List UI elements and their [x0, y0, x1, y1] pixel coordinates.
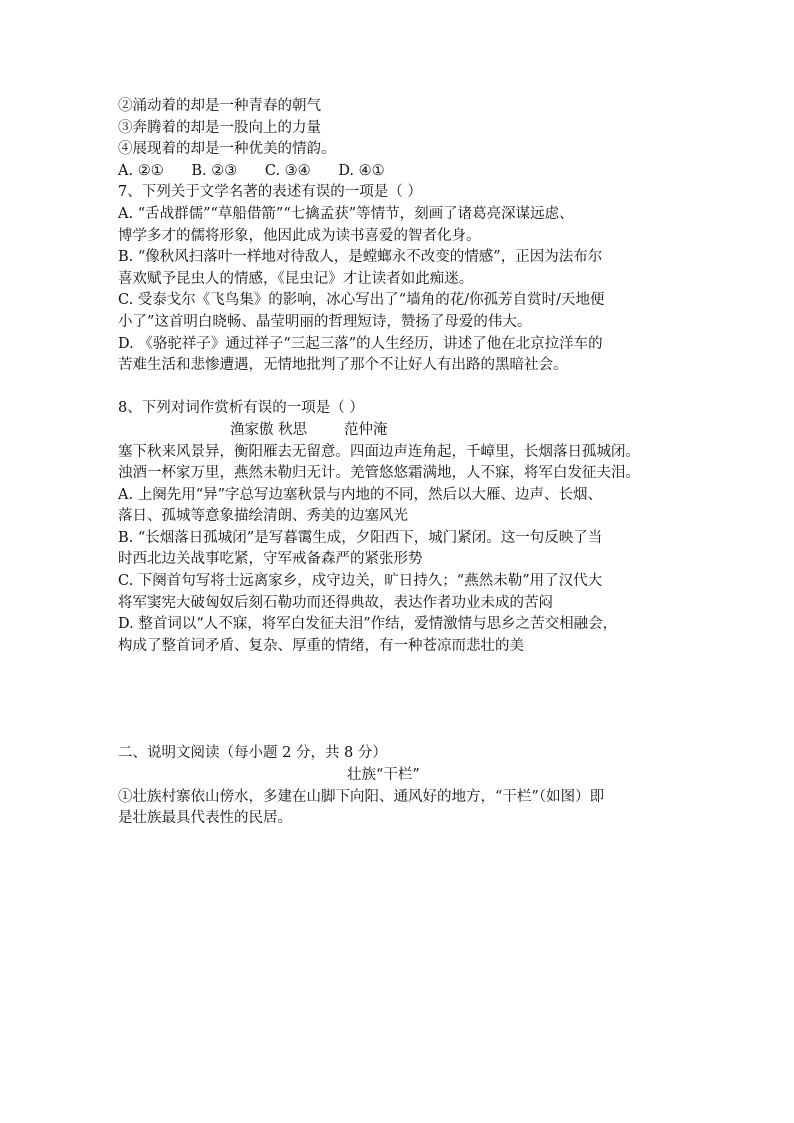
section-2-heading: 二、说明文阅读（每小题 2 分，共 8 分）	[118, 745, 387, 762]
option-line-4: ④展现着的却是一种优美的情韵。	[118, 141, 336, 158]
option-line-3: ③奔腾着的却是一股向上的力量	[118, 119, 321, 136]
q7-option-c-line1: C. 受泰戈尔《飞鸟集》的影响，冰心写出了“墙角的花/你孤芳自赏时/天地便	[118, 292, 605, 309]
q7-option-a-line1: A. “舌战群儒”“草船借箭”“七擒孟获”等情节，刻画了诸葛亮深谋远虑、	[118, 205, 574, 222]
q7-option-a-line2: 博学多才的儒将形象，他因此成为读书喜爱的智者化身。	[118, 227, 481, 244]
spacer	[118, 657, 678, 743]
q8-option-a-line1: A. 上阕先用“异”字总写边塞秋景与内地的不同，然后以大雁、边声、长烟、	[118, 486, 603, 503]
q7-option-b-line1: B. “像秋风扫落叶一样地对待敌人，是螳螂永不改变的情感”，正因为法布尔	[118, 249, 603, 266]
question-8: 8、下列对词作赏析有误的一项是（ ）	[118, 400, 364, 417]
question-7: 7、下列关于文学名著的表述有误的一项是（ ）	[118, 184, 422, 201]
q7-option-d-line1: D. 《骆驼祥子》通过祥子“三起三落”的人生经历，讲述了他在北京拉洋车的	[118, 335, 603, 352]
q7-option-d-line2: 苦难生活和悲惨遭遇，无情地批判了那个不让好人有出路的黑暗社会。	[118, 357, 568, 374]
q8-option-c-line2: 将军窦宪大破匈奴后刻石勒功而还得典故，表达作者功业未成的苦闷	[118, 594, 553, 611]
poem-title: 渔家傲 秋思 范仲淹	[230, 421, 388, 438]
passage-paragraph-1-line2: 是壮族最具代表性的民居。	[118, 810, 292, 827]
q8-option-a-line2: 落日、孤城等意象描绘清朗、秀美的边塞风光	[118, 508, 408, 525]
q8-option-c-line1: C. 下阕首句写将士远离家乡，戍守边关，旷日持久；“燕然未勒”用了汉代大	[118, 573, 603, 590]
answer-choices-q6: A. ②① B. ②③ C. ③④ D. ④①	[118, 162, 385, 179]
passage-paragraph-1-line1: ①壮族村寨依山傍水，多建在山脚下向阳、通风好的地方，“干栏”（如图）即	[118, 788, 605, 805]
q8-option-d-line1: D. 整首词以“人不寐，将军白发征夫泪”作结，爱情激情与思乡之苦交相融会，	[118, 616, 618, 633]
page-content	[118, 96, 678, 830]
q8-option-b-line2: 时西北边关战事吃紧，守军戒备森严的紧张形势	[118, 551, 423, 568]
poem-line-1: 塞下秋来风景异，衡阳雁去无留意。四面边声连角起，千嶂里，长烟落日孤城闭。	[118, 443, 640, 460]
poem-line-2: 浊酒一杯家万里，燕然未勒归无计。羌管悠悠霜满地，人不寐，将军白发征夫泪。	[118, 465, 640, 482]
spacer	[118, 377, 678, 399]
q8-option-b-line1: B. “长烟落日孤城闭”是写暮霭生成，夕阳西下，城门紧闭。这一句反映了当	[118, 529, 603, 546]
q7-option-b-line2: 喜欢赋予昆虫人的情感，《昆虫记》才让读者如此痴迷。	[118, 270, 474, 287]
option-line-2: ②涌动着的却是一种青春的朝气	[118, 98, 321, 114]
passage-title: 壮族“干栏”	[347, 767, 420, 784]
q8-option-d-line2: 构成了整首词矛盾、复杂、厚重的情绪，有一种苍凉而悲壮的美	[118, 637, 524, 654]
q7-option-c-line2: 小了”这首明白晓畅、晶莹明丽的哲理短诗，赞扬了母爱的伟大。	[118, 313, 532, 330]
